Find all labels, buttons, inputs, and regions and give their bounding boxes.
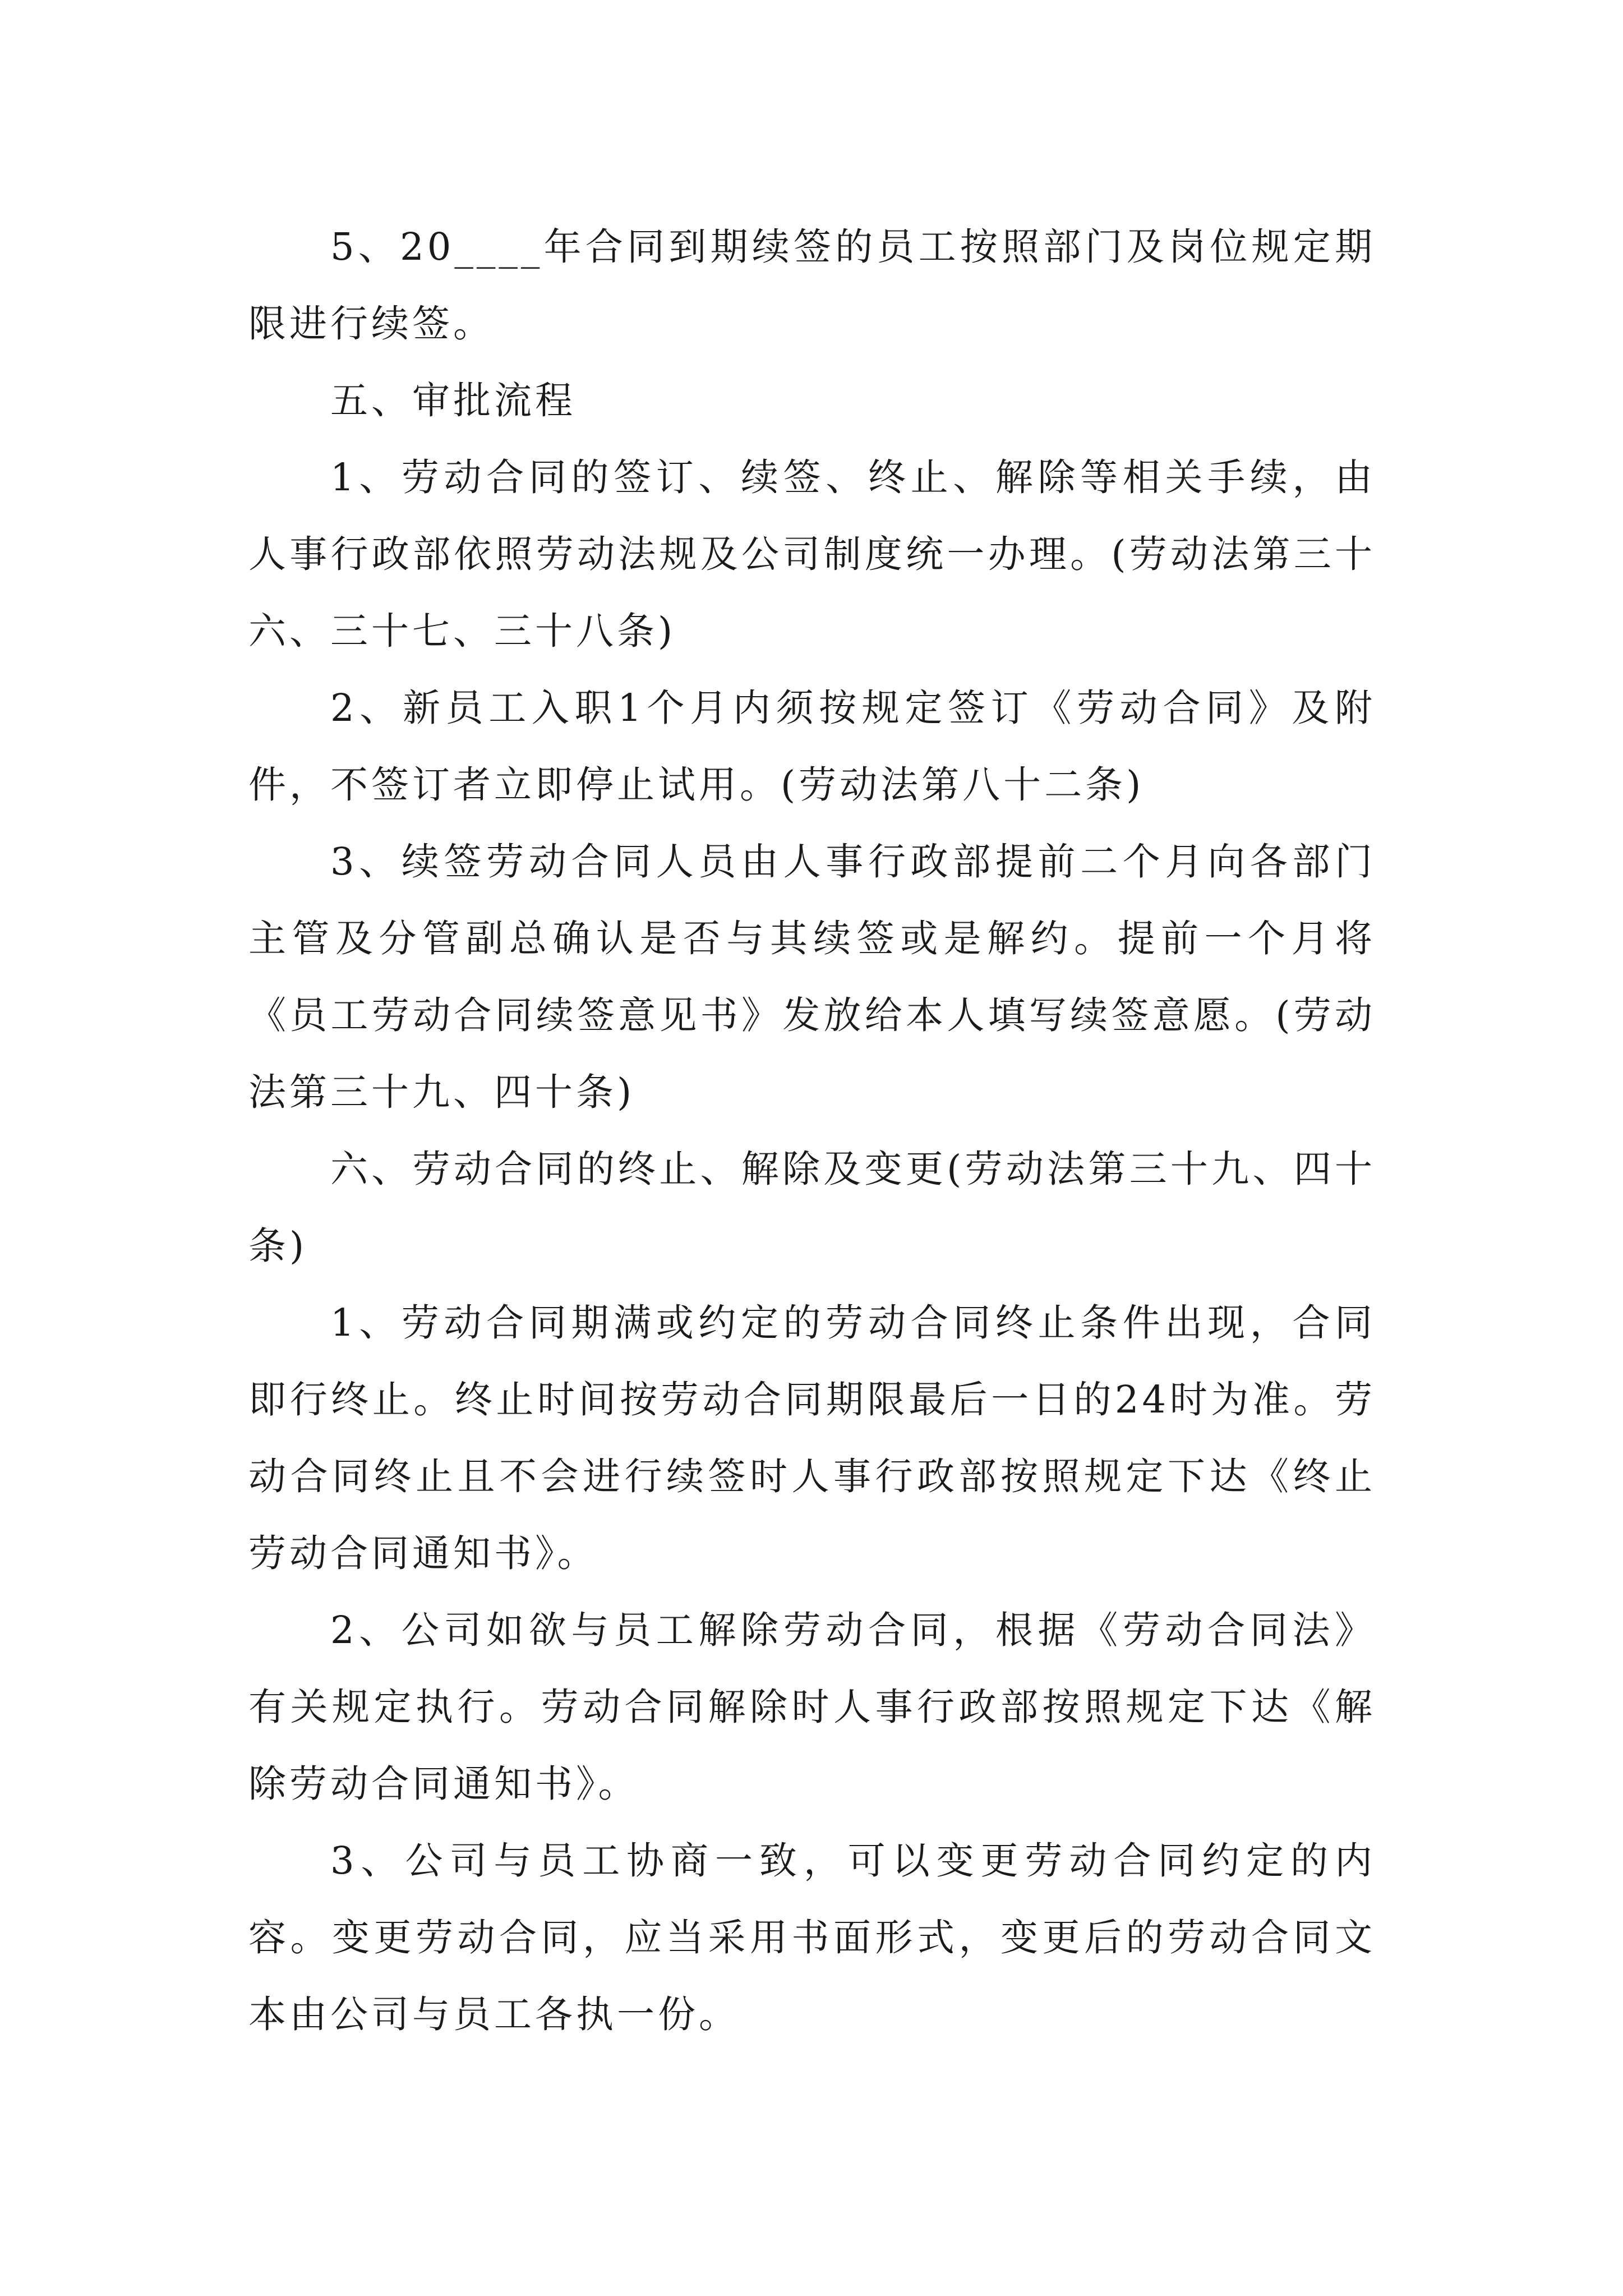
paragraph-termination-3: 3、公司与员工协商一致，可以变更劳动合同约定的内容。变更劳动合同，应当采用书面形式，变更后的劳动合同文本由公司与员工各执一份。 [248,1839,1376,2036]
section-heading-approval-process: 五、审批流程 [330,379,576,422]
document-body [248,209,1376,2053]
paragraph-renewal-period: 5、20____年合同到期续签的员工按照部门及岗位规定期限进行续签。 [248,225,1376,346]
paragraph-termination-2: 2、公司如欲与员工解除劳动合同，根据《劳动合同法》有关规定执行。劳动合同解除时人事行政部按照规定下达《解除劳动合同通知书》。 [248,1608,1376,1806]
paragraph-approval-3: 3、续签劳动合同人员由人事行政部提前二个月向各部门主管及分管副总确认是否与其续签或是解约。提前一个月将《员工劳动合同续签意见书》发放给本人填写续签意愿。(劳动法第三十九、四十条) [248,840,1376,1114]
paragraph-approval-2: 2、新员工入职1个月内须按规定签订《劳动合同》及附件，不签订者立即停止试用。(劳动法第八十二条) [248,686,1376,807]
paragraph-termination-1: 1、劳动合同期满或约定的劳动合同终止条件出现，合同即行终止。终止时间按劳动合同期限最后一日的24时为准。劳动合同终止且不会进行续签时人事行政部按照规定下达《终止劳动合同通知书》。 [248,1301,1376,1575]
section-heading-termination: 六、劳动合同的终止、解除及变更(劳动法第三十九、四十条) [248,1147,1376,1268]
paragraph-approval-1: 1、劳动合同的签订、续签、终止、解除等相关手续，由人事行政部依照劳动法规及公司制度统一办理。(劳动法第三十六、三十七、三十八条) [248,455,1376,653]
